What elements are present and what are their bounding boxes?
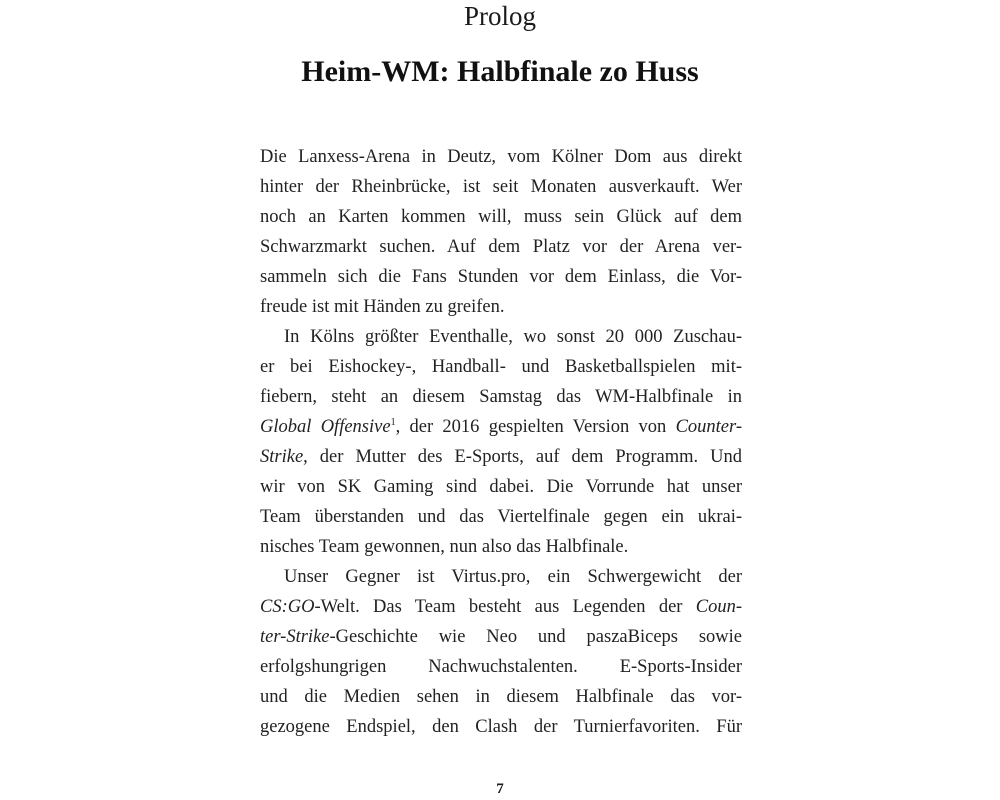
chapter-label: Prolog bbox=[463, 1, 536, 31]
text-line: fiebern, steht an diesem Samstag das WM-Halbfinale in bbox=[260, 387, 742, 407]
italic-title: Coun- bbox=[695, 597, 742, 617]
text-line: er bei Eishockey-, Handball- und Basketballspielen mit- bbox=[260, 357, 742, 377]
text-line: Schwarzmarkt suchen. Auf dem Platz vor der Arena ver- bbox=[260, 237, 742, 257]
italic-title: CS:GO bbox=[260, 597, 315, 617]
text-line: erfolgshungrigen Nachwuchstalenten. E-Sports-Insider bbox=[260, 657, 742, 677]
italic-title: Counter- bbox=[675, 417, 742, 437]
text-line: gezogene Endspiel, den Clash der Turnierfavoriten. Für bbox=[260, 717, 742, 737]
text-line: und die Medien sehen in diesem Halbfinale das vor- bbox=[260, 687, 742, 707]
text-line: wir von SK Gaming sind dabei. Die Vorrunde hat unser bbox=[260, 477, 742, 497]
text-line: Unser Gegner ist Virtus.pro, ein Schwergewicht der bbox=[284, 567, 742, 587]
text-line: In Kölns größter Eventhalle, wo sonst 20 000 Zuschau- bbox=[284, 327, 742, 347]
page-number: 7 bbox=[496, 781, 504, 797]
text-segment: -Geschichte wie Neo und paszaBiceps sowie bbox=[329, 627, 742, 647]
text-segment: -Welt. Das Team besteht aus Legenden der bbox=[314, 597, 696, 617]
text-line: Team überstanden und das Viertelfinale gegen ein ukrai- bbox=[260, 507, 742, 527]
text-line: freude ist mit Händen zu greifen. bbox=[260, 297, 505, 317]
text-line: nisches Team gewonnen, nun also das Halbfinale. bbox=[260, 537, 629, 557]
text-line bbox=[260, 412, 742, 442]
text-line bbox=[260, 442, 742, 472]
text-line bbox=[260, 622, 742, 652]
italic-title: ter-Strike bbox=[260, 627, 330, 647]
body-text bbox=[260, 142, 742, 742]
footnote-marker: 1 bbox=[390, 416, 396, 428]
chapter-title: Heim-WM: Halbfinale zo Huss bbox=[301, 55, 699, 88]
text-segment: , der Mutter des E-Sports, auf dem Programm. Und bbox=[303, 447, 742, 467]
text-segment: , der 2016 gespielten Version von bbox=[395, 417, 676, 437]
text-line: hinter der Rheinbrücke, ist seit Monaten ausverkauft. Wer bbox=[260, 177, 742, 197]
italic-title: Global Offensive bbox=[260, 417, 391, 437]
text-line: noch an Karten kommen will, muss sein Glück auf dem bbox=[260, 207, 742, 227]
text-line bbox=[260, 592, 742, 622]
italic-title: Strike bbox=[260, 447, 304, 467]
text-line: Die Lanxess-Arena in Deutz, vom Kölner Dom aus direkt bbox=[260, 147, 742, 167]
text-line: sammeln sich die Fans Stunden vor dem Einlass, die Vor- bbox=[260, 267, 742, 287]
